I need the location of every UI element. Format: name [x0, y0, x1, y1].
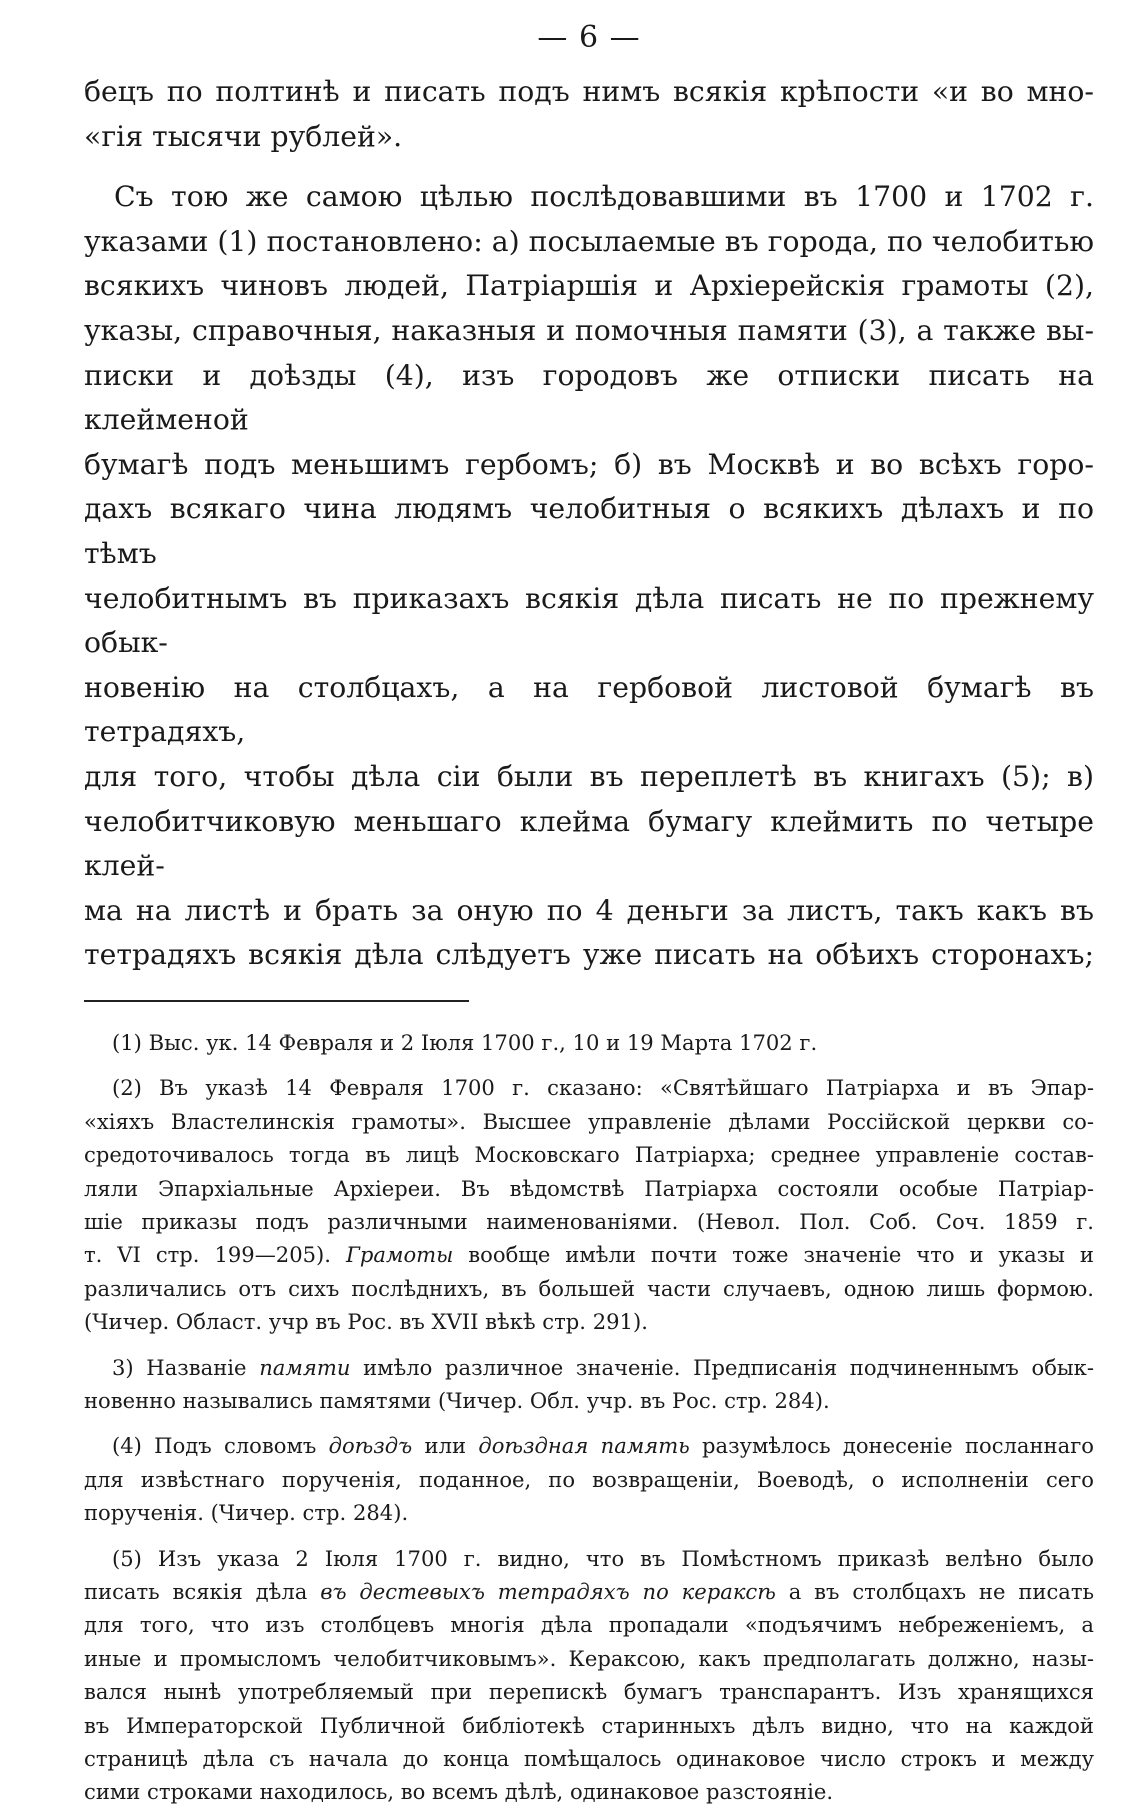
footnote-3-italic: памяти [259, 1354, 351, 1380]
main-line: указами (1) постановлено: а) посылаемые въ города, по челобитью [84, 224, 1094, 258]
footnote-4-text: (4) Подъ словомъ [112, 1433, 317, 1459]
footnote-2-line: шіе приказы подъ различными наименованіями. (Невол. Пол. Соб. Соч. 1859 г. [84, 1208, 1094, 1234]
main-line: всякихъ чиновъ людей, Патріаршія и Архіерейскія грамоты (2), [84, 269, 1094, 303]
main-line: «гія тысячи рублей». [84, 119, 403, 153]
footnote-3-text: имѣло различное значеніе. Предписанія подчиненнымъ обык- [363, 1354, 1094, 1380]
footnotes [84, 1026, 1094, 1809]
footnote-5-line: иные и промысломъ челобитчиковымъ». Кераксою, какъ предполагать должно, назы- [84, 1645, 1094, 1671]
main-line: писки и доѣзды (4), изъ городовъ же отписки писать на клейменой [84, 358, 1094, 437]
footnote-2-line: «хіяхъ Властелинскія грамоты». Высшее управленіе дѣлами Россійской церкви со- [84, 1108, 1094, 1134]
footnote-5-line [84, 1575, 1094, 1608]
main-line: бумагѣ подъ меньшимъ гербомъ; б) въ Москвѣ и во всѣхъ горо- [84, 447, 1094, 481]
main-text [84, 70, 1094, 978]
main-line: челобитчиковую меньшаго клейма бумагу клеймить по четыре клей- [84, 804, 1094, 883]
main-line: челобитнымъ въ приказахъ всякія дѣла писать не по прежнему обык- [84, 581, 1094, 660]
footnote-4-line: для извѣстнаго порученія, поданное, по возвращеніи, Воеводѣ, о исполненіи сего [84, 1466, 1094, 1492]
footnote-3-text: 3) Названіе [112, 1354, 247, 1380]
main-line: для того, чтобы дѣла сіи были въ переплетѣ въ книгахъ (5); в) [84, 759, 1094, 793]
main-line: дахъ всякаго чина людямъ челобитныя о всякихъ дѣлахъ и по тѣмъ [84, 492, 1094, 570]
footnote-5-line: въ Императорской Публичной библіотекѣ старинныхъ дѣлъ видно, что на каждой [84, 1712, 1094, 1738]
footnote-2-line: (Чичер. Област. учр въ Рос. въ XVII вѣкѣ стр. 291). [84, 1309, 648, 1335]
footnote-5-text: а въ столбцахъ не писать [788, 1578, 1094, 1604]
main-line: новенію на столбцахъ, а на гербовой листовой бумагѣ въ тетрадяхъ, [84, 670, 1094, 749]
footnote-4-text: или [424, 1433, 467, 1459]
footnote-2-line: различались отъ сихъ послѣднихъ, въ большей части случаевъ, одною лишь формою. [84, 1275, 1094, 1301]
main-line: Съ тою же самою цѣлью послѣдовавшими въ 1700 и 1702 г. [114, 180, 1094, 214]
footnote-4-italic: доѣздъ [328, 1433, 413, 1459]
footnote-4-italic: доѣздная память [478, 1433, 690, 1459]
footnote-2-line: средоточивалось тогда въ лицѣ Московскаго Патріарха; среднее управленіе состав- [84, 1142, 1094, 1168]
footnote-5-italic: въ дестевыхъ тетрадяхъ по кераксѣ [320, 1578, 776, 1604]
footnote-5-line: вался нынѣ употребляемый при перепискѣ бумагъ транспарантъ. Изъ хранящихся [84, 1679, 1094, 1705]
footnote-5-line: для того, что изъ столбцевъ многія дѣла пропадали «подъячимъ небреженіемъ, а [84, 1612, 1094, 1638]
footnote-2-text: вообще имѣли почти тоже значеніе что и указы и [468, 1242, 1094, 1268]
document-page [84, 18, 1094, 1809]
footnote-5-line: (5) Изъ указа 2 Іюля 1700 г. видно, что въ Помѣстномъ приказѣ велѣно было [112, 1545, 1094, 1571]
footnote-2-italic: Грамоты [345, 1242, 454, 1268]
footnote-2-line [84, 1238, 1094, 1271]
main-line: указы, справочныя, наказныя и помочныя памяти (3), а также вы- [84, 313, 1094, 347]
footnote-1: (1) Выс. ук. 14 Февраля и 2 Іюля 1700 г., 10 и 19 Марта 1702 г. [112, 1029, 818, 1055]
footnote-3-line [84, 1351, 1094, 1384]
footnote-separator [84, 1000, 469, 1002]
main-line: бецъ по полтинѣ и писать подъ нимъ всякія крѣпости «и во мно- [84, 75, 1094, 108]
footnote-3-line: новенно назывались памятями (Чичер. Обл. учр. въ Рос. стр. 284). [84, 1387, 830, 1413]
footnote-2-text: т. VI стр. 199—205). [84, 1242, 331, 1268]
main-line: ма на листѣ и брать за оную по 4 деньги за листъ, такъ какъ въ [84, 893, 1094, 927]
footnote-4-line [84, 1429, 1094, 1462]
footnote-4-text: разумѣлось донесеніе посланнаго [702, 1433, 1094, 1459]
main-line: тетрадяхъ всякія дѣла слѣдуетъ уже писать на обѣихъ сторонахъ; [84, 938, 1094, 972]
footnote-5-line: страницѣ дѣла съ начала до конца помѣщалось одинаковое число строкъ и между [84, 1746, 1094, 1771]
page-number: — 6 — [537, 20, 641, 55]
footnote-2-line: (2) Въ указѣ 14 Февраля 1700 г. сказано: «Святѣйшаго Патріарха и въ Эпар- [112, 1075, 1094, 1101]
footnote-5-text: писать всякія дѣла [84, 1578, 308, 1604]
footnote-4-line: порученія. (Чичер. стр. 284). [84, 1500, 409, 1526]
footnote-2-line: ляли Эпархіальные Архіереи. Въ вѣдомствѣ Патріарха состояли особые Патріар- [84, 1175, 1094, 1201]
footnote-5-line: сими строками находилось, во всемъ дѣлѣ, одинаковое разстояніе. [84, 1779, 834, 1805]
